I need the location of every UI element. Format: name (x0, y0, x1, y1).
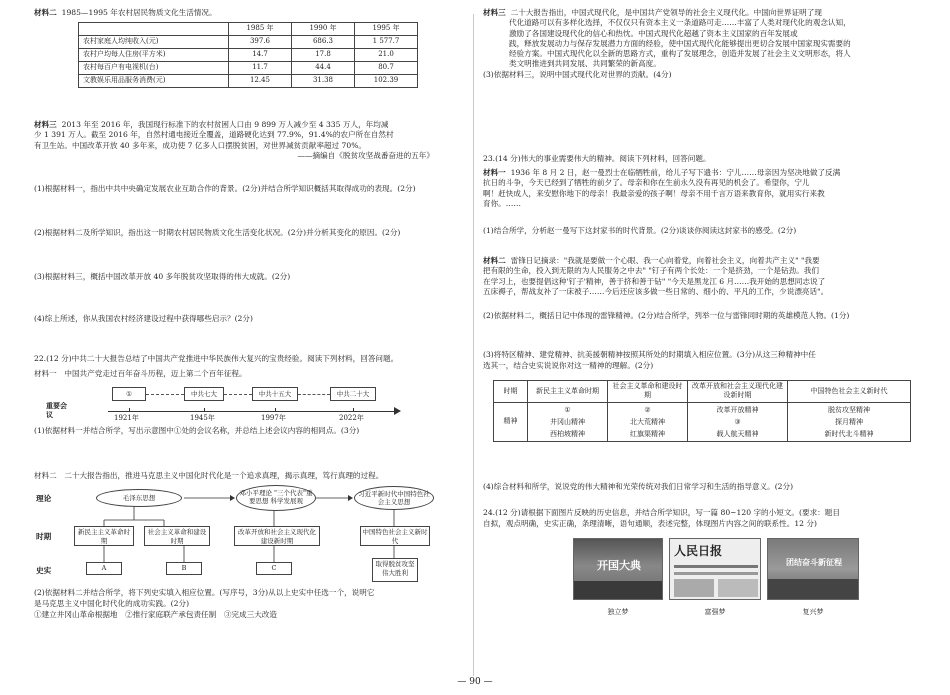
material-text: 经验方案。中国式现代化以全新的思路方式，重构了发展理念，创造并发展了社会主义文明形态，将人 (509, 49, 851, 58)
q22-material-1: 材料一 中国共产党走过百年奋斗历程，迈上第二个百年征程。 (34, 369, 247, 378)
material-text: 激励了各国建设现代化的信心和热忱。中国式现代化超越了资本主义国家的百年发展或 (509, 28, 798, 38)
row-label: 精神 (494, 402, 528, 441)
newspaper-line (674, 572, 758, 575)
timeline-tick (204, 408, 205, 412)
question-4: (4)综上所述，你从我国农村经济建设过程中获得哪些启示？(2分) (34, 314, 253, 323)
meeting-timeline (34, 383, 464, 425)
table-header: 改革开放和社会主义现代化建设新时期 (688, 381, 788, 403)
photo-caption-overlay: 开国大典 (597, 559, 641, 572)
table-row (79, 62, 418, 75)
photo-caption: 独立梦 (607, 608, 629, 616)
material-text: 育你。…… (483, 198, 521, 208)
table-header: 时期 (494, 381, 528, 403)
row-label-history: 史实 (36, 566, 52, 575)
table-cell: 21.0 (355, 49, 418, 62)
timeline-year: 1997年 (261, 414, 286, 422)
question-22-2-cont: 是马克思主义中国化时代化的成功实践。(2分) (34, 599, 190, 608)
timeline-tick (129, 408, 130, 412)
history-poverty-alleviation: 取得脱贫攻坚伟大胜利 (372, 558, 418, 582)
theory-xi: 习近平新时代中国特色社会主义思想 (354, 486, 434, 510)
table-year: 1985 年 (229, 23, 292, 36)
spirit-item: 探月精神 (835, 417, 863, 426)
material-text: 类文明推进到共同发展、共同繁荣的新高度。 (509, 59, 661, 69)
history-slot-c: C (256, 562, 292, 575)
photo-caption-overlay: 团结奋斗新征程 (786, 557, 842, 567)
newspaper-masthead: 人民日报 (674, 544, 723, 558)
history-slot-b: B (166, 562, 202, 575)
period-socialist-construction: 社会主义革命和建设时期 (144, 526, 210, 546)
table-row (79, 36, 418, 49)
table-header-row (79, 23, 418, 36)
page-number: — 90 — (457, 677, 493, 687)
table-header: 新民主主义革命时期 (528, 381, 608, 403)
question-22-2: (2)依据材料二并结合所学，将下列史实填入相应位置。(写序号，3分)从以上史实中任选一个，说明它 (34, 588, 375, 597)
spirit-item: 新时代北斗精神 (824, 429, 874, 438)
material-text: 1985—1995 年农村居民物质文化生活情况。 (61, 8, 217, 17)
material-text: 抗日的斗争，今天已经到了牺牲的前夕了。母亲和你在生前永久没有再见的机会了。希望你，宁儿 (483, 178, 810, 188)
theory-diagram (34, 484, 464, 584)
row-label: 农村家庭人均纯收入(元) (79, 36, 229, 49)
spirit-cell (788, 402, 911, 441)
newspaper-line (674, 565, 758, 568)
table-header: 社会主义革命和建设时期 (608, 381, 688, 403)
spirit-cell (608, 402, 688, 441)
timeline-box-blank: ① (112, 387, 146, 401)
material-text: 雷锋日记摘录："我就是要做一个心眼、我一心向着党，向着社会主义，向着共产主义" "我要 (510, 256, 820, 265)
spirit-item: 西柏坡精神 (550, 429, 585, 438)
photo-new-journey (767, 538, 859, 600)
material-label: 材料二 (34, 8, 57, 17)
q23-material-1 (483, 168, 915, 209)
material-text: 践，释放发展动力与保存发展潜力方面的经验，使中国式现代化能够提出更切合发展中国家现实需要的 (509, 38, 851, 48)
column-divider (473, 14, 474, 676)
timeline-dash (146, 394, 184, 395)
table-cell: 12.45 (229, 75, 292, 88)
timeline-dash (298, 394, 330, 395)
row-label: 文教娱乐用品服务消费(元) (79, 75, 229, 88)
material-text: 1936 年 8 月 2 日，赵一曼烈士在临牺牲前，给儿子写下遗书：宁儿……母亲因为坚决地做了反满 (510, 168, 841, 177)
question-24: 24.(12 分)请根据下面图片反映的历史信息，并结合所学知识，写一篇 80~120 字的小短文。(要求：题目 (483, 508, 840, 517)
question-24-cont: 自拟，观点明确，史实正确，条理清晰，语句通顺，表述完整，体现图片内容之间的联系性。12 分) (483, 519, 817, 528)
material-text: 有卫生站。中国改革开放 40 多年来，成功使 7 亿多人口摆脱贫困，对世界减贫贡献率超过 70%。 (34, 140, 366, 150)
question-22-2-options: ①建立井冈山革命根据地 ②推行家庭联产承包责任制 ③完成三大改造 (34, 610, 277, 619)
photo-row (483, 538, 915, 628)
period-new-era: 中国特色社会主义新时代 (360, 526, 430, 546)
table-year: 1995 年 (355, 23, 418, 36)
material-text: 五床褥子，帮战友补了一床被子……今后还应该多做一些日常的、细小的、平凡的工作，少说漂亮话"。 (483, 286, 829, 296)
material-label: 材料三 (34, 120, 57, 129)
material-2-title (34, 8, 464, 18)
table-cell: 397.6 (229, 36, 292, 49)
material-text: 啊！赶快成人，来安慰你地下的母亲！我最亲爱的孩子啊！母亲不用千言万语来教育你，就用实行来教 (483, 188, 825, 198)
blank-slot-1: ① (564, 405, 571, 414)
right-material-3 (483, 8, 915, 80)
newspaper-photo (718, 579, 758, 597)
blank-slot-2: ② (644, 405, 651, 414)
table-cell: 17.8 (292, 49, 355, 62)
question-22-1: (1)依据材料一并结合所学，写出示意图中①处的会议名称，并总结上述会议内容的相同点。(3分) (34, 426, 360, 435)
question-23-heading: 23.(14 分)伟大的事业需要伟大的精神。阅读下列材料，回答问题。 (483, 154, 711, 163)
table-cell: 80.7 (355, 62, 418, 75)
photo-peoples-daily (669, 538, 761, 600)
q22-material-2: 材料二 二十大报告指出，推进马克思主义中国化时代化是一个追求真理，揭示真理，笃行真理的过程。 (34, 471, 384, 480)
question-23-1: (1)结合所学，分析赵一曼写下这封家书的时代背景。(2分)谈谈你阅读这封家书的感受。(2分) (483, 226, 797, 235)
material-text: 2013 年至 2016 年，我国现行标准下的农村贫困人口由 9 899 万人减少至 4 335 万人，年均减 (61, 120, 389, 129)
period-reform-opening: 改革开放和社会主义现代化建设新时期 (234, 526, 320, 546)
spirit-item: 载人航天精神 (716, 429, 759, 438)
timeline-tick (353, 408, 354, 412)
spirit-item: 脱贫攻坚精神 (828, 405, 870, 414)
spirit-item: 红旗渠精神 (630, 429, 665, 438)
spirit-item: 改革开放精神 (716, 405, 759, 414)
row-label-period: 时期 (36, 532, 52, 541)
question-23-3: (3)将特区精神、建党精神、抗美援朝精神按照其所处的时期填入相应位置。(3分)从这三种精神中任 (483, 350, 816, 359)
spirit-item: 北大荒精神 (630, 417, 665, 426)
timeline-year: 1945年 (190, 414, 215, 422)
table-header: 中国特色社会主义新时代 (788, 381, 911, 403)
photo-crowd (574, 581, 663, 599)
material-text: 把有限的生命，投入到无限的为人民服务之中去" "钉子有两个长处：一个是挤劲，一个是钻劲。我们 (483, 266, 819, 276)
timeline-box: 中共二十大 (330, 387, 376, 401)
row-label: 农村每百户有电视机(台) (79, 62, 229, 75)
question-23-4: (4)综合材料和所学，说说党的伟大精神和光荣传统对我们日常学习和生活的指导意义。(2分) (483, 482, 794, 491)
q23-material-2 (483, 256, 915, 297)
table-year: 1990 年 (292, 23, 355, 36)
photo-crowd (768, 579, 859, 599)
material-text: 二十大报告指出，中国式现代化，是中国共产党领导的社会主义现代化。中国向世界证明了现 (510, 8, 822, 17)
spirit-cell (688, 402, 788, 441)
history-slot-a: A (86, 562, 122, 575)
timeline-year: 1921年 (114, 414, 139, 422)
timeline-body (74, 383, 404, 423)
table-row (79, 49, 418, 62)
timeline-tick (275, 408, 276, 412)
question-3: (3)根据材料三，概括中国改革开放 40 多年脱贫攻坚取得的伟大成就。(2分) (34, 272, 291, 281)
spirit-table (493, 380, 911, 442)
row-label-theory: 理论 (36, 494, 52, 503)
table-cell: 686.3 (292, 36, 355, 49)
timeline-axis (108, 411, 398, 412)
photo-caption: 复兴梦 (802, 608, 824, 616)
spirit-table-row (494, 402, 911, 441)
table-cell: 31.38 (292, 75, 355, 88)
table-cell: 14.7 (229, 49, 292, 62)
timeline-arrow-icon (394, 407, 401, 415)
timeline-box: 中共十五大 (252, 387, 298, 401)
spirit-table-header (494, 381, 911, 403)
photo-caption: 富强梦 (704, 608, 726, 616)
photo-founding-ceremony (573, 538, 663, 600)
theory-deng: 邓小平理论 "三个代表"重要思想 科学发展观 (236, 485, 316, 511)
table-cell: 11.7 (229, 62, 292, 75)
material-label: 材料一 (483, 168, 506, 177)
blank-slot-3: ③ (734, 417, 741, 426)
source-citation: ——摘编自《脱贫攻坚战番奋进的五年》 (297, 150, 434, 160)
timeline-box: 中共七大 (184, 387, 224, 401)
question-3-right: (3)依据材料三，说明中国式现代化对世界的贡献。(4分) (483, 69, 672, 79)
row-label: 农村户均每人住房(平方米) (79, 49, 229, 62)
period-new-democratic: 新民主主义革命时期 (74, 526, 134, 546)
living-conditions-table (78, 22, 418, 88)
material-text: 少 1 391 万人。截至 2016 年，自然村通电接近全覆盖，道路硬化达到 77.9%，91.4%的农户所在自然村 (34, 130, 394, 140)
timeline-year: 2022年 (339, 414, 364, 422)
question-1: (1)根据材料一，指出中共中央确定发展农业互助合作的背景。(2分)并结合所学知识概括其取得成功的表现。(2分) (34, 184, 416, 193)
material-label: 材料三 (483, 8, 506, 17)
question-23-2: (2)依据材料二，概括日记中体现的雷锋精神。(2分)结合所学，列举一位与雷锋同时期的英雄模范人物。(1分) (483, 311, 850, 320)
material-text: 代化道路可以有多样化选择，不仅仅只有资本主义一条道路可走……丰富了人类对现代化的观念认知， (509, 18, 851, 28)
table-row (79, 75, 418, 88)
material-3 (34, 120, 464, 161)
question-22-heading: 22.(12 分)中共二十大报告总结了中国共产党推进中华民族伟大复兴的宝贵经验。阅读下列材料，回答问题。 (34, 354, 399, 363)
question-2: (2)根据材料二及所学知识，指出这一时期农村居民物质文化生活变化状况。(2分)并分析其变化的原因。(2分) (34, 228, 401, 237)
timeline-dash (224, 394, 252, 395)
spirit-item: 井冈山精神 (550, 417, 585, 426)
material-label: 材料二 (483, 256, 506, 265)
table-cell: 1 577.7 (355, 36, 418, 49)
theory-mao: 毛泽东思想 (96, 489, 182, 507)
table-cell: 102.39 (355, 75, 418, 88)
question-23-3-cont: 选其一，结合史实说说你对这一精神的理解。(2分) (483, 361, 654, 370)
spirit-cell (528, 402, 608, 441)
timeline-label: 重要会议 (46, 401, 67, 419)
material-text: 在学习上，也要提倡这种'钉子'精神，善于挤和善于钻" "今天是黑龙江 6 月……我开始的思想同志说了 (483, 276, 826, 286)
newspaper-photo (674, 579, 714, 597)
table-cell: 44.4 (292, 62, 355, 75)
table-corner (79, 23, 229, 36)
